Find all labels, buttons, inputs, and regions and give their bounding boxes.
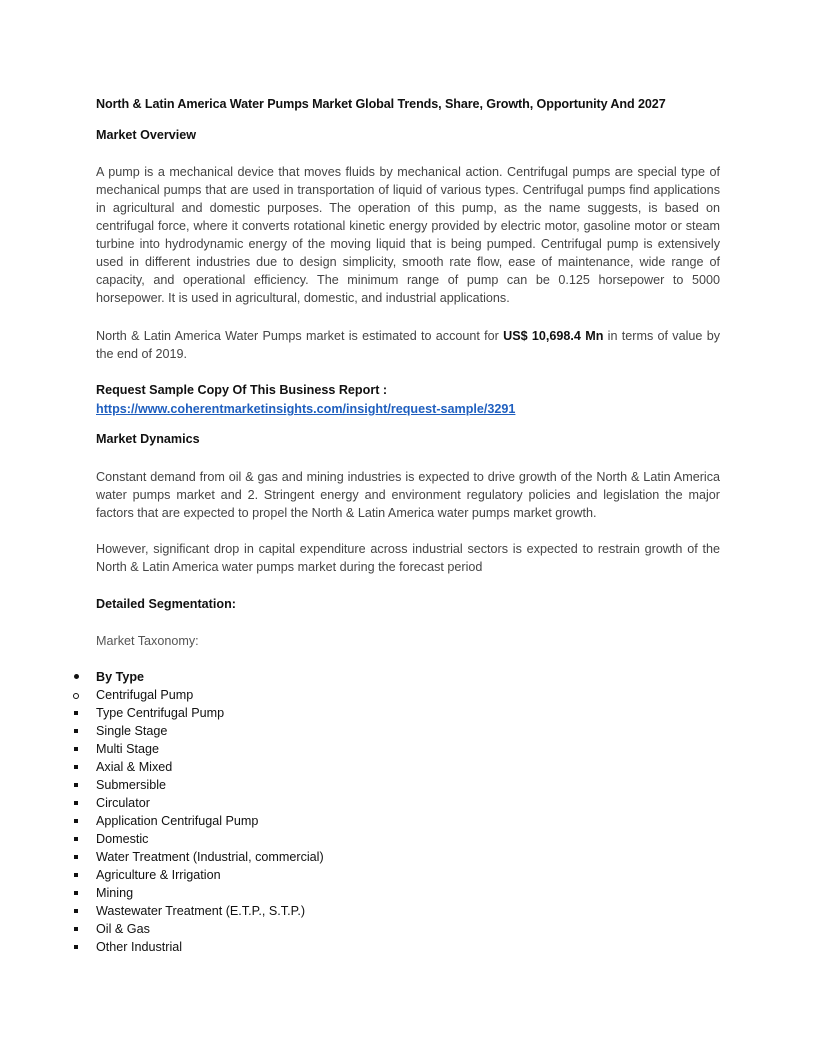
segmentation-item xyxy=(96,830,324,848)
bullet-square-icon xyxy=(74,783,78,787)
estimate-value: US$ 10,698.4 Mn xyxy=(503,329,604,343)
estimate-text-after: in terms of value by the end of 2019. xyxy=(96,329,720,361)
segmentation-item-label: Submersible xyxy=(96,778,166,792)
segmentation-item-label: Agriculture & Irrigation xyxy=(96,868,221,882)
segmentation-item-label: By Type xyxy=(96,670,145,684)
market-dynamics-paragraph-2: However, significant drop in capital expenditure across industrial sectors is expected to restrain growth of the North & Latin America water pumps market during the forecast period xyxy=(96,542,720,574)
segmentation-item xyxy=(96,866,324,884)
request-sample-label: Request Sample Copy Of This Business Report : xyxy=(96,383,388,397)
segmentation-item-label: Single Stage xyxy=(96,724,168,738)
market-overview-paragraph: A pump is a mechanical device that moves fluids by mechanical action. Centrifugal pumps are special type of mechanical pumps that are used in transportation of liquid of various types. Centrifugal pumps find applications in agricultural and domestic purposes. The operation of this pump, as the name suggests, is based on centrifugal force, where it converts rotational kinetic energy provided by electric motor, gasoline motor or steam turbine into hydrodynamic energy of the moving liquid that is being pumped. Centrifugal pump is extensively used in different industries due to design simplicity, smooth rate flow, ease of maintenance, wide range of capacity, and operational efficiency. The minimum range of pump can be 0.125 horsepower to 5000 horsepower. It is used in agricultural, domestic, and industrial applications. xyxy=(96,165,720,305)
bullet-square-icon xyxy=(74,927,78,931)
segmentation-item xyxy=(96,794,324,812)
request-sample-link[interactable]: https://www.coherentmarketinsights.com/insight/request-sample/3291 xyxy=(96,402,516,416)
segmentation-item-label: Other Industrial xyxy=(96,940,183,954)
segmentation-item-label: Circulator xyxy=(96,796,150,810)
segmentation-item xyxy=(96,704,324,722)
segmentation-item xyxy=(96,938,324,956)
segmentation-item-label: Centrifugal Pump xyxy=(96,688,194,702)
bullet-square-icon xyxy=(74,855,78,859)
market-estimate-paragraph xyxy=(96,327,720,363)
market-taxonomy-label: Market Taxonomy: xyxy=(96,634,199,648)
segmentation-item-label: Water Treatment (Industrial, commercial) xyxy=(96,850,324,864)
segmentation-item xyxy=(96,920,324,938)
bullet-square-icon xyxy=(74,909,78,913)
bullet-square-icon xyxy=(74,765,78,769)
segmentation-item-label: Application Centrifugal Pump xyxy=(96,814,259,828)
segmentation-item-label: Axial & Mixed xyxy=(96,760,173,774)
segmentation-item-label: Multi Stage xyxy=(96,742,159,756)
estimate-text-before: North & Latin America Water Pumps market is estimated to account for xyxy=(96,329,504,343)
segmentation-item xyxy=(96,776,324,794)
bullet-square-icon xyxy=(74,873,78,877)
bullet-square-icon xyxy=(74,729,78,733)
segmentation-item-label: Mining xyxy=(96,886,134,900)
segmentation-list xyxy=(96,668,324,956)
segmentation-item xyxy=(96,812,324,830)
segmentation-item xyxy=(96,740,324,758)
bullet-square-icon xyxy=(74,891,78,895)
segmentation-item-label: Domestic xyxy=(96,832,149,846)
segmentation-item-label: Type Centrifugal Pump xyxy=(96,706,225,720)
detailed-segmentation-heading: Detailed Segmentation: xyxy=(96,597,236,611)
market-overview-heading: Market Overview xyxy=(96,128,197,142)
bullet-square-icon xyxy=(74,711,78,715)
market-dynamics-paragraph-1: Constant demand from oil & gas and mining industries is expected to drive growth of the North & Latin America water pumps market and 2. Stringent energy and environment regulatory policies and legislation the major factors that are expected to propel the North & Latin America water pumps market growth. xyxy=(96,470,720,520)
segmentation-item xyxy=(96,848,324,866)
bullet-square-icon xyxy=(74,747,78,751)
segmentation-item xyxy=(96,686,324,704)
document-title: North & Latin America Water Pumps Market Global Trends, Share, Growth, Opportunity And 2027 xyxy=(96,97,666,111)
bullet-square-icon xyxy=(74,945,78,949)
segmentation-item xyxy=(96,884,324,902)
market-dynamics-heading: Market Dynamics xyxy=(96,432,200,446)
segmentation-item xyxy=(96,722,324,740)
bullet-square-icon xyxy=(74,837,78,841)
bullet-square-icon xyxy=(74,819,78,823)
bullet-square-icon xyxy=(74,801,78,805)
segmentation-item xyxy=(96,902,324,920)
bullet-dot-icon xyxy=(74,674,79,679)
segmentation-item-label: Wastewater Treatment (E.T.P., S.T.P.) xyxy=(96,904,306,918)
segmentation-item-label: Oil & Gas xyxy=(96,922,150,936)
bullet-circle-icon xyxy=(73,693,79,699)
segmentation-item xyxy=(96,668,324,686)
segmentation-item xyxy=(96,758,324,776)
